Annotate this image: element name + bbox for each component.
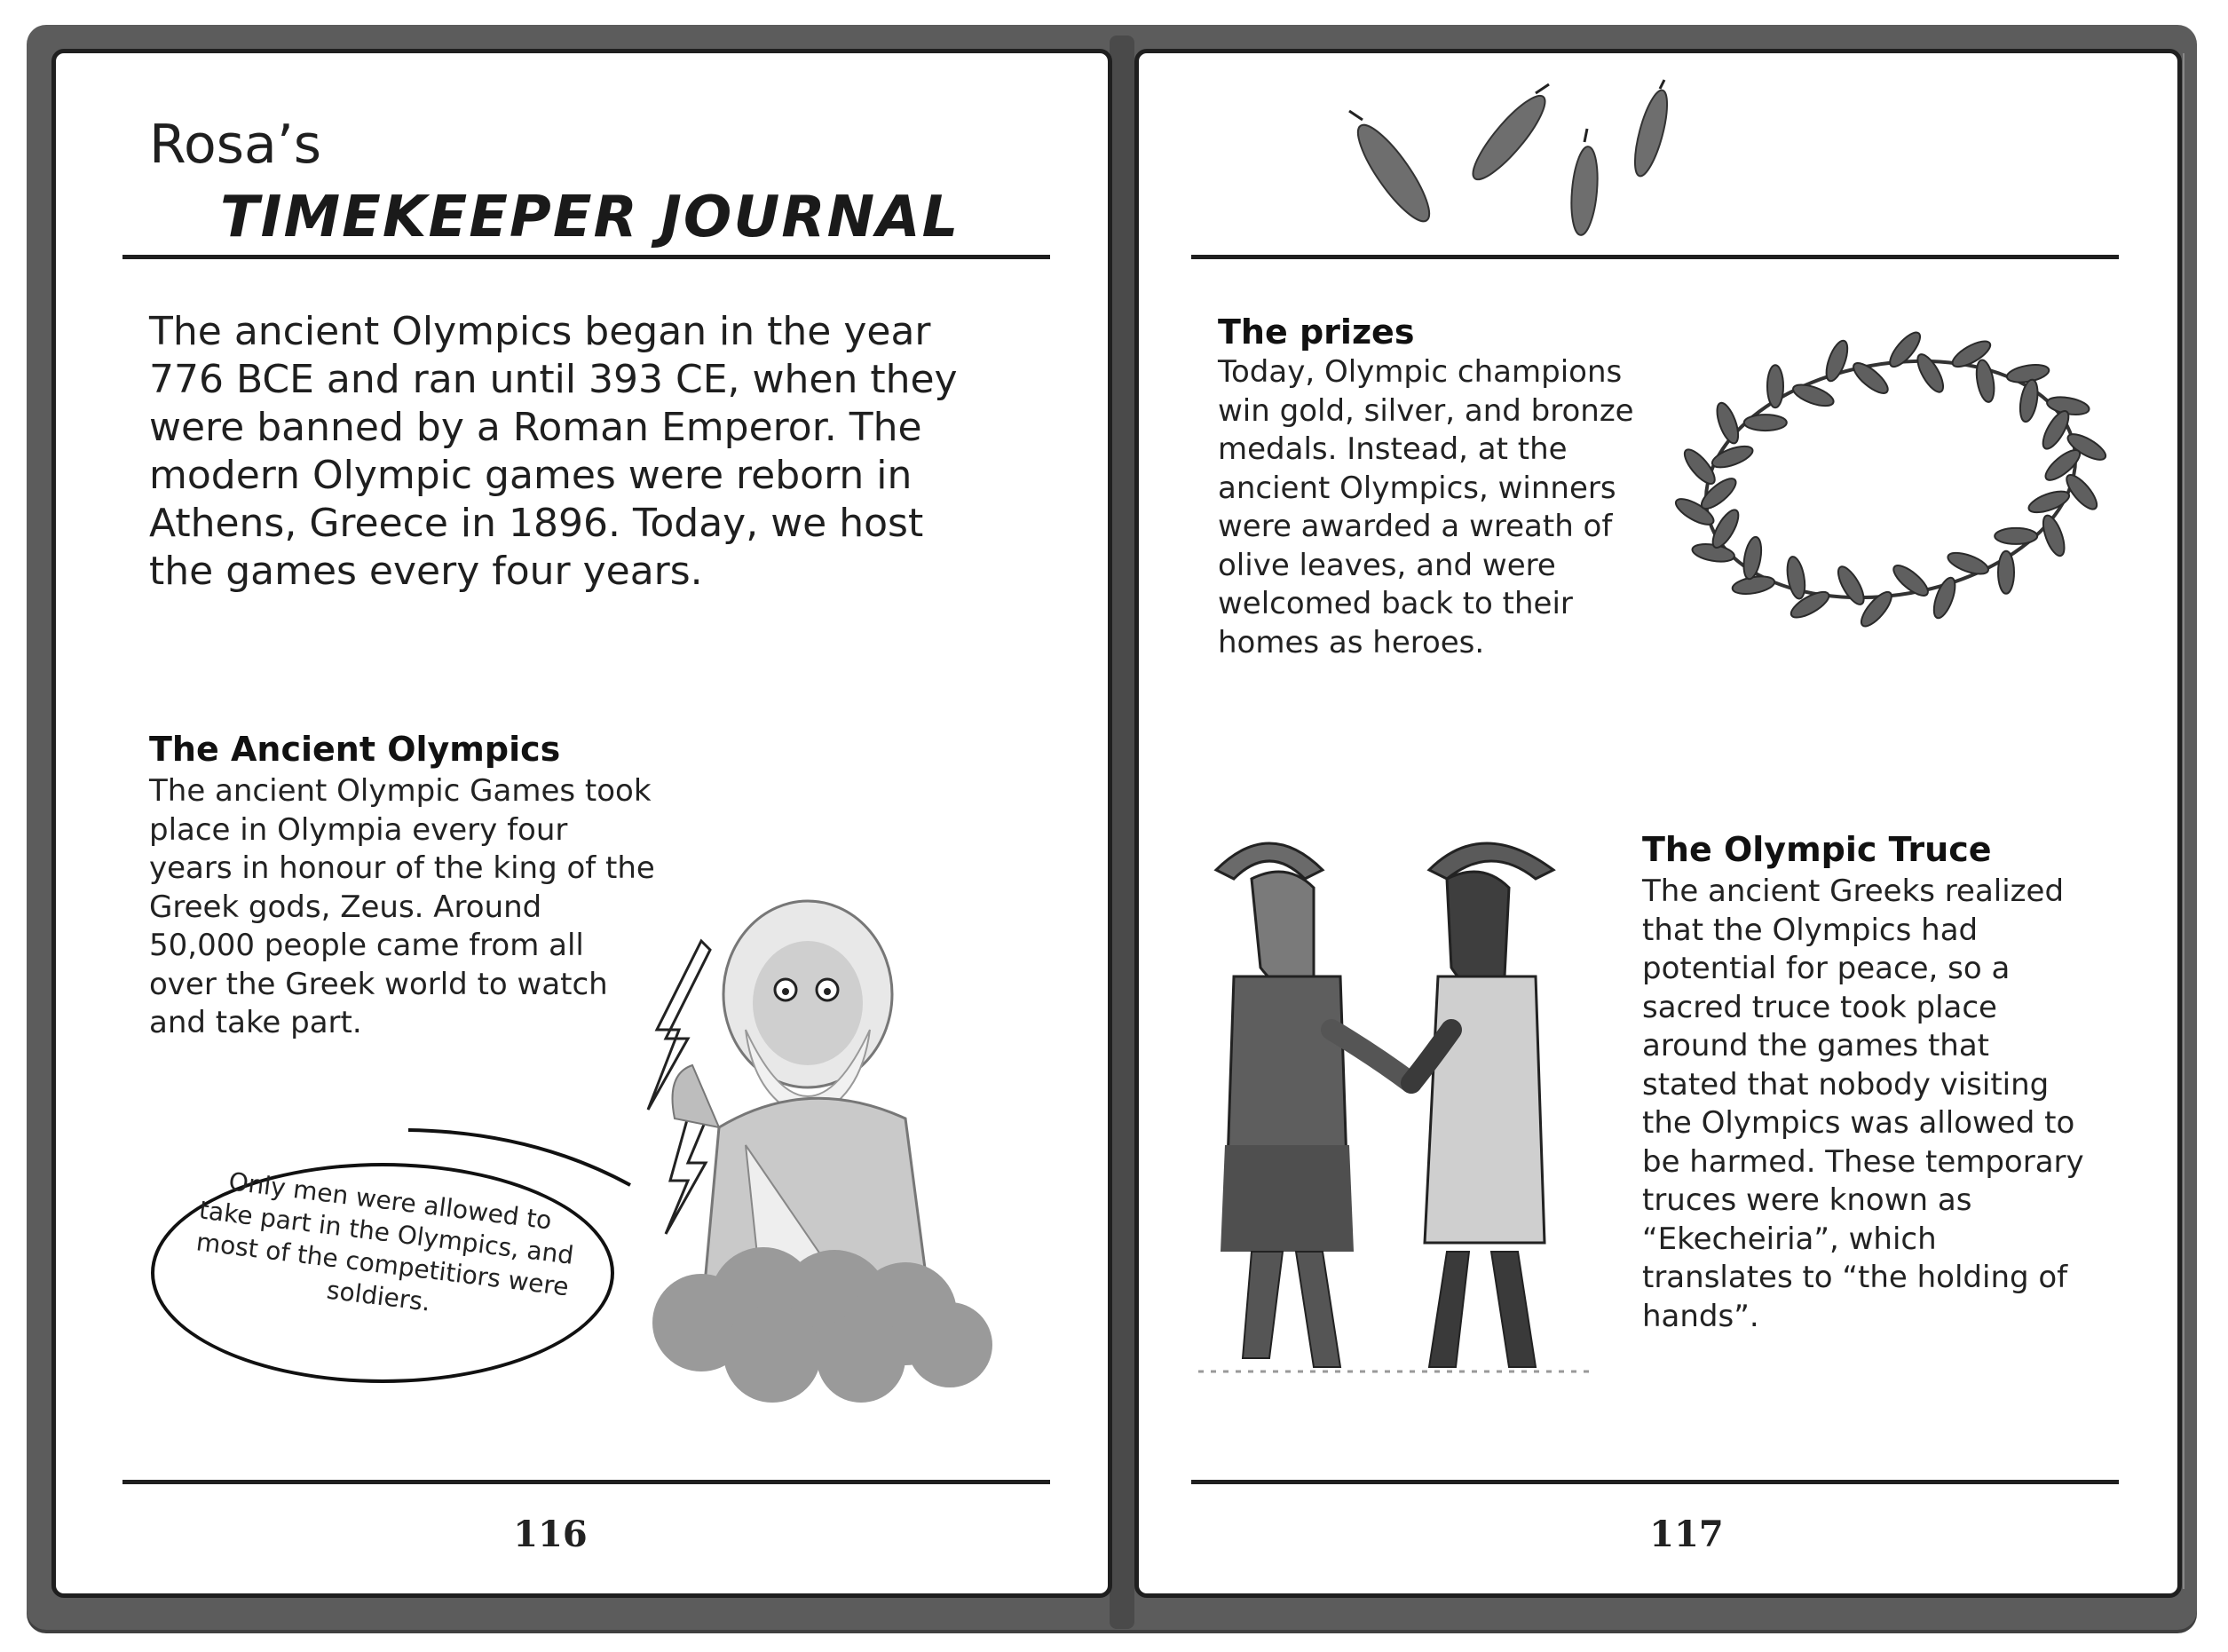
speech-bubble-text: Only men were allowed to take part in the Olympics, and most of the competitiors were soldiers. — [194, 1166, 576, 1317]
header-rule-right — [1191, 255, 2119, 259]
olympic-truce-heading: The Olympic Truce — [1642, 830, 1992, 869]
olive-leaf — [1995, 528, 2037, 544]
prizes-heading: The prizes — [1218, 312, 1415, 352]
olive-leaf — [1710, 442, 1755, 471]
ancient-olympics-heading: The Ancient Olympics — [149, 730, 561, 769]
olive-wreath-illustration — [1673, 293, 2108, 666]
olive-leaf — [1998, 551, 2014, 594]
olive-leaf — [2018, 378, 2041, 423]
greek-soldiers-handshake-illustration — [1198, 826, 1607, 1403]
olive-leaf — [1822, 338, 1852, 383]
olive-leaf — [1741, 535, 1764, 580]
zeus-illustration — [639, 897, 1003, 1394]
olympic-truce-body: The ancient Greeks realized that the Olympics had potential for peace, so a sacred truce took place around the games that stated that nobody visiting the Olympics was allowed to be harmed. These temporary truces were known as “Ekecheiria”, which translates to “the holding of hands”. — [1642, 873, 2084, 1334]
olive-leaf — [1913, 351, 1948, 396]
olive-leaf — [1790, 381, 1836, 410]
olive-leaf — [2027, 487, 2072, 517]
olive-leaf — [2039, 513, 2068, 558]
olive-leaf — [1713, 400, 1742, 446]
page-number-left: 116 — [513, 1514, 588, 1555]
prizes-body: Today, Olympic champions win gold, silver, and bronze medals. Instead, at the ancient Olympics, winners were awarded a wreath of olive leaves, and were welcomed back to their homes as heroes. — [1218, 354, 1634, 660]
olive-leaf — [1930, 575, 1959, 620]
header-rule-left — [122, 255, 1050, 259]
footer-rule-right — [1191, 1480, 2119, 1484]
page-number-right: 117 — [1649, 1514, 1724, 1555]
olive-leaf — [1974, 359, 1997, 403]
intro-paragraph: The ancient Olympics began in the year 776 BCE and ran until 393 CE, when they were banned by a Roman Emperor. The modern Olympic games were reborn in Athens, Greece in 1896. Today, we host the games every four years. — [149, 309, 958, 594]
ancient-olympics-body: The ancient Olympic Games took place in Olympia every four years in honour of the king of the Greek gods, Zeus. Around 50,000 people came from all over the Greek world to watch and take part. — [149, 773, 655, 1040]
footer-rule-left — [122, 1480, 1050, 1484]
falling-leaves-illustration — [1340, 84, 1695, 253]
olive-leaf — [1834, 563, 1869, 608]
journal-title: TIMEKEEPER JOURNAL — [220, 185, 960, 250]
journal-title-owner: Rosa’s — [149, 114, 322, 176]
book-spine — [1110, 36, 1134, 1629]
olive-leaf — [1744, 415, 1787, 431]
olive-leaf — [1946, 549, 1991, 578]
olive-leaf — [1767, 365, 1783, 407]
olive-leaf — [1784, 556, 1807, 600]
